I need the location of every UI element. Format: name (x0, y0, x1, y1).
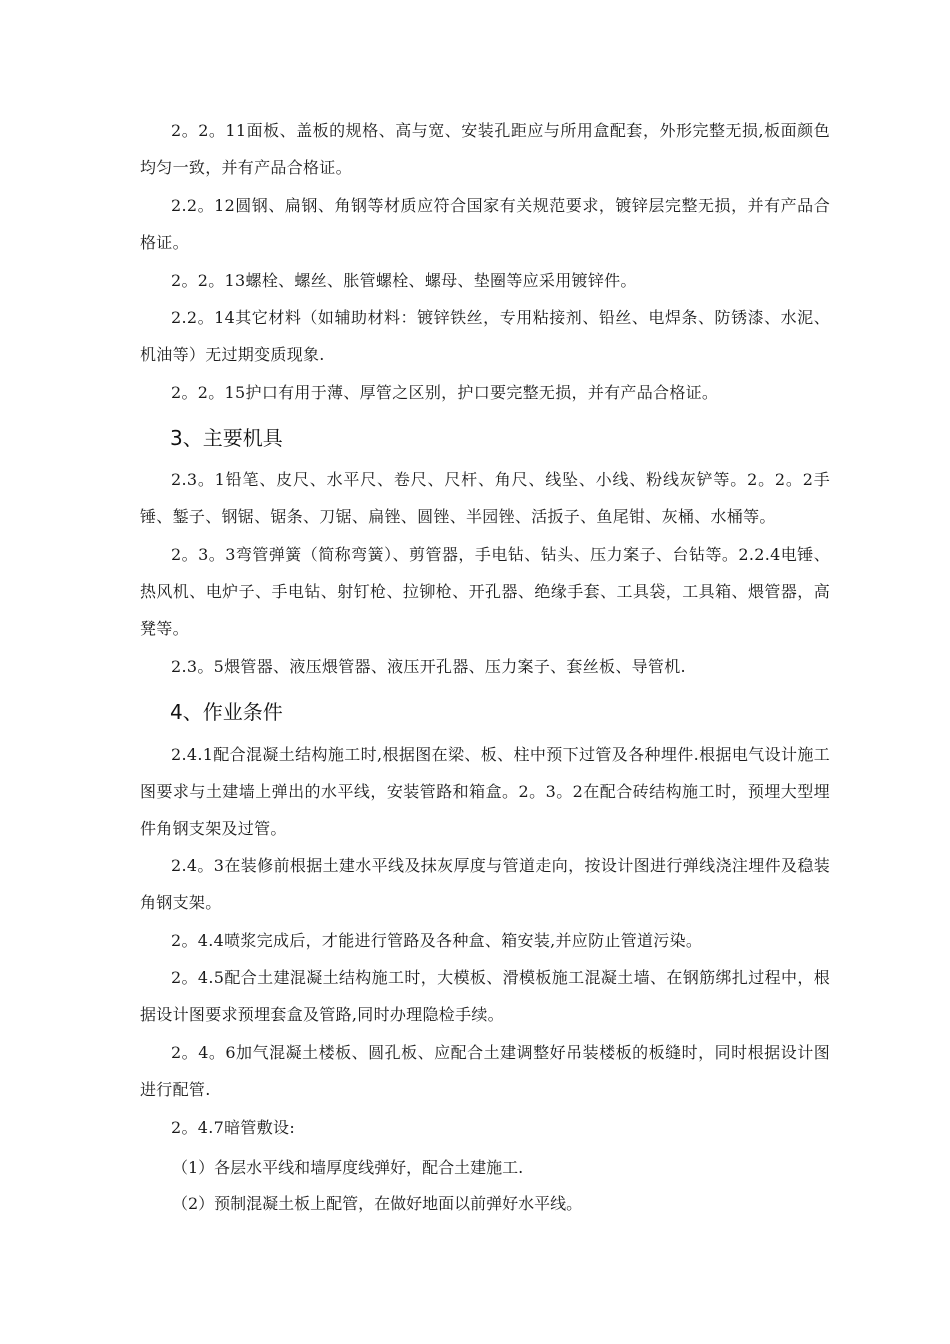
paragraph-2-2-12: 2.2。12圆钢、扁钢、角钢等材质应符合国家有关规范要求，镀锌层完整无损，并有产品合格证。 (140, 196, 830, 252)
paragraph-2-3-3: 2。3。3弯管弹簧（简称弯簧）、剪管器，手电钻、钻头、压力案子、台钻等。2.2.4电锤、热风机、电炉子、手电钻、射钉枪、拉铆枪、开孔器、绝缘手套、工具袋，工具箱、煨管器，高凳等。 (140, 545, 830, 638)
paragraph-2-4-1: 2.4.1配合混凝土结构施工时,根据图在梁、板、柱中预下过管及各种埋件.根据电气设计施工图要求与土建墙上弹出的水平线，安装管路和箱盒。2。3。2在配合砖结构施工时，预埋大型埋件角钢支架及过管。 (140, 745, 830, 838)
paragraph-2-4-3: 2.4。3在装修前根据土建水平线及抹灰厚度与管道走向，按设计图进行弹线浇注埋件及稳装角钢支架。 (140, 856, 830, 912)
paragraph-2-4-5: 2。4.5配合土建混凝土结构施工时，大模板、滑模板施工混凝土墙、在钢筋绑扎过程中，根据设计图要求预埋套盒及管路,同时办理隐检手续。 (140, 968, 830, 1024)
list-item: （1）各层水平线和墙厚度线弹好，配合土建施工. (172, 1158, 524, 1177)
paragraph-2-2-15: 2。2。15护口有用于薄、厚管之区别，护口要完整无损，并有产品合格证。 (171, 383, 719, 402)
paragraph-2-4-7: 2。4.7暗管敷设: (171, 1118, 296, 1137)
section-4-heading: 4、作业条件 (170, 700, 283, 724)
paragraph-2-4-6: 2。4。6加气混凝土楼板、圆孔板、应配合土建调整好吊装楼板的板缝时，同时根据设计图进行配管. (140, 1043, 830, 1099)
paragraph-2-3-1: 2.3。1铅笔、皮尺、水平尺、卷尺、尺杆、角尺、线坠、小线、粉线灰铲等。2。2。2手锤、錾子、钢锯、锯条、刀锯、扁锉、圆锉、半园锉、活扳子、鱼尾钳、灰桶、水桶等。 (140, 470, 830, 526)
paragraph-2-4-4: 2。4.4喷浆完成后，才能进行管路及各种盒、箱安装,并应防止管道污染。 (171, 931, 703, 950)
paragraph-2-2-14: 2.2。14其它材料（如辅助材料：镀锌铁丝，专用粘接剂、铅丝、电焊条、防锈漆、水泥、机油等）无过期变质现象. (140, 308, 830, 364)
paragraph-2-3-5: 2.3。5煨管器、液压煨管器、液压开孔器、压力案子、套丝板、导管机. (171, 657, 686, 676)
paragraph-2-2-13: 2。2。13螺栓、螺丝、胀管螺栓、螺母、垫圈等应采用镀锌件。 (171, 271, 637, 290)
list-item: （2）预制混凝土板上配管，在做好地面以前弹好水平线。 (172, 1194, 583, 1213)
section-3-heading: 3、主要机具 (170, 426, 283, 450)
paragraph-2-2-11: 2。2。11面板、盖板的规格、高与宽、安装孔距应与所用盒配套，外形完整无损,板面颜色均匀一致，并有产品合格证。 (140, 121, 830, 177)
